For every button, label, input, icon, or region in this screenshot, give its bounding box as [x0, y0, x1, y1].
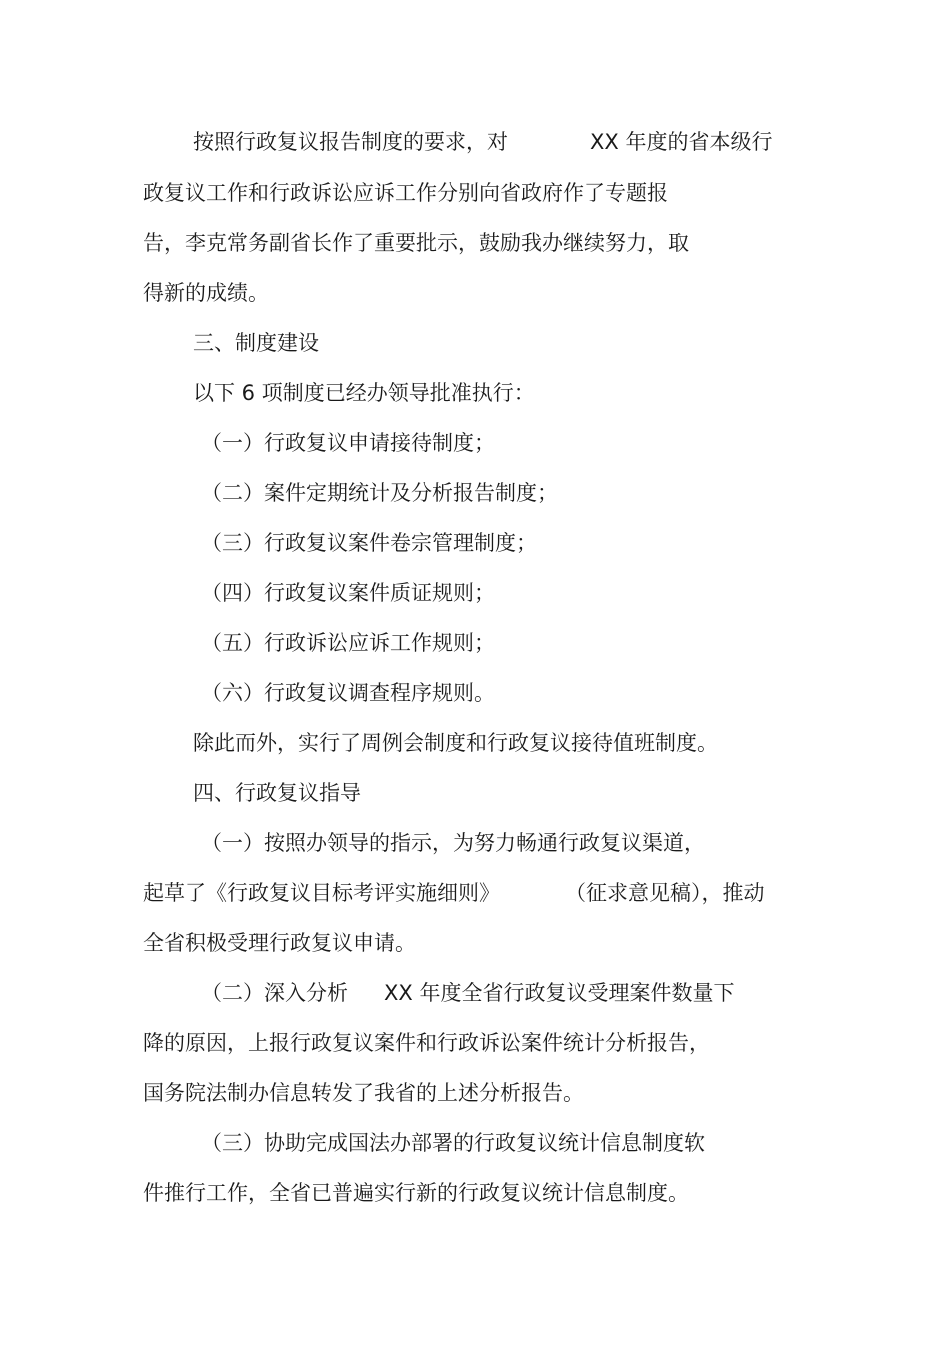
paragraph-line: XX 年度的省本级行 — [590, 130, 773, 154]
section-heading: 四、行政复议指导 — [193, 781, 361, 805]
paragraph-line: 告，李克常务副省长作了重要批示，鼓励我办继续努力，取 — [143, 231, 689, 255]
paragraph-line: 降的原因，上报行政复议案件和行政诉讼案件统计分析报告， — [143, 1031, 710, 1055]
list-item: （二）案件定期统计及分析报告制度； — [201, 481, 558, 505]
list-item: （四）行政复议案件质证规则； — [201, 581, 495, 605]
paragraph-line: 国务院法制办信息转发了我省的上述分析报告。 — [143, 1081, 584, 1105]
paragraph-line: 政复议工作和行政诉讼应诉工作分别向省政府作了专题报 — [143, 181, 668, 205]
list-item: （六）行政复议调查程序规则。 — [201, 681, 495, 705]
paragraph-line: （三）协助完成国法办部署的行政复议统计信息制度软 — [201, 1131, 705, 1155]
section-heading: 三、制度建设 — [193, 331, 319, 355]
paragraph-line: 件推行工作，全省已普遍实行新的行政复议统计信息制度。 — [143, 1181, 689, 1205]
paragraph-line: 除此而外，实行了周例会制度和行政复议接待值班制度。 — [193, 731, 718, 755]
list-item: （五）行政诉讼应诉工作规则； — [201, 631, 495, 655]
list-item: （三）行政复议案件卷宗管理制度； — [201, 531, 537, 555]
paragraph-line: 全省积极受理行政复议申请。 — [143, 931, 416, 955]
list-item: （一）行政复议申请接待制度； — [201, 431, 495, 455]
paragraph-line: （征求意见稿），推动 — [565, 881, 765, 905]
paragraph-line: 按照行政复议报告制度的要求，对 — [193, 130, 508, 154]
paragraph-line: （二）深入分析 — [201, 981, 348, 1005]
paragraph-line: XX 年度全省行政复议受理案件数量下 — [384, 981, 735, 1005]
paragraph-line: （一）按照办领导的指示，为努力畅通行政复议渠道， — [201, 831, 705, 855]
paragraph-line: 以下 6 项制度已经办领导批准执行： — [193, 381, 535, 405]
paragraph-line: 得新的成绩。 — [143, 281, 269, 305]
paragraph-line: 起草了《行政复议目标考评实施细则》 — [143, 881, 500, 905]
